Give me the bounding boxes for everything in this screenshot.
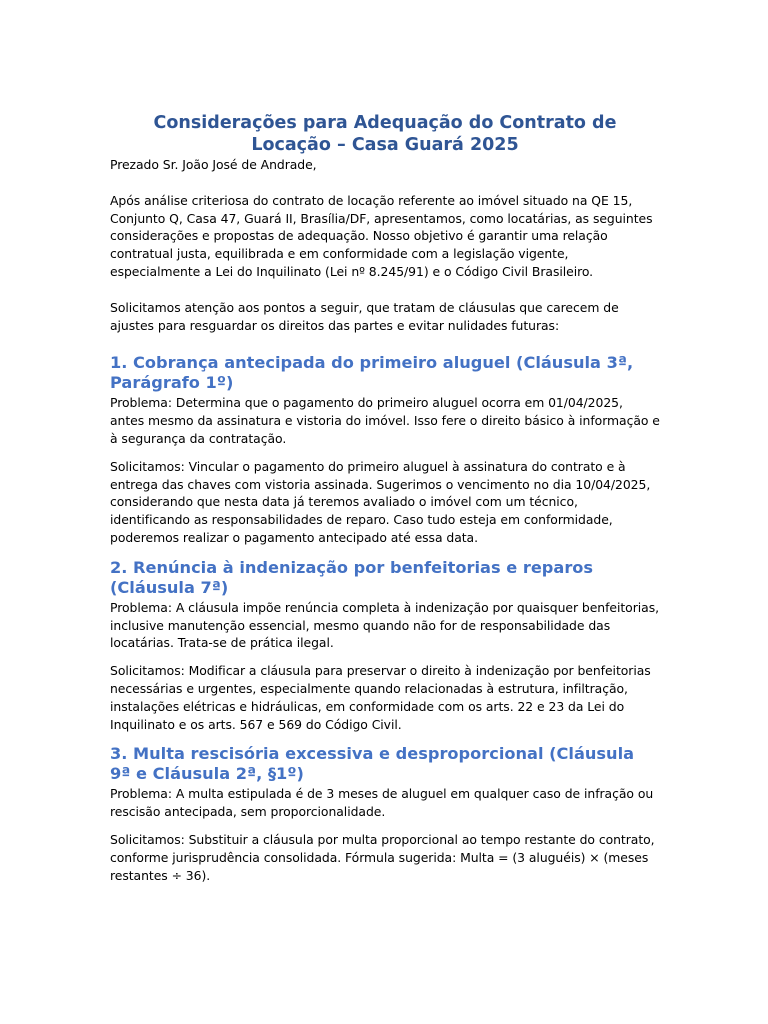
- section-1-problem: Problema: Determina que o pagamento do primeiro aluguel ocorra em 01/04/2025, antes mesmo da assinatura e vistoria do imóvel. Isso fere o direito básico à informação e à segurança da contratação.: [110, 395, 660, 446]
- section-3-heading: 3. Multa rescisória excessiva e desproporcional (Cláusula 9ª e Cláusula 2ª, §1º): [110, 744, 635, 784]
- section-2-solicit: Solicitamos: Modificar a cláusula para preservar o direito à indenização por benfeitorias necessárias e urgentes, especialmente quando relacionadas à estrutura, infiltração, instalações elétricas e hidráulicas, em conformidade com os arts. 22 e 23 da Lei do Inquilinato e os arts. 567 e 569 do Código Civil.: [110, 663, 651, 732]
- section-2-heading: 2. Renúncia à indenização por benfeitorias e reparos (Cláusula 7ª): [110, 557, 594, 597]
- document-title-line-2: Locação – Casa Guará 2025: [251, 135, 519, 155]
- document-title-line-1: Considerações para Adequação do Contrato de: [153, 113, 617, 133]
- section-3-solicit: Solicitamos: Substituir a cláusula por multa proporcional ao tempo restante do contrato, conforme jurisprudência consolidada. Fórmula sugerida: Multa = (3 aluguéis) × (meses restantes ÷ 36).: [110, 831, 655, 883]
- section-2-problem: Problema: A cláusula impõe renúncia completa à indenização por quaisquer benfeitorias, inclusive manutenção essencial, mesmo quando não for de responsabilidade das locatárias. Trata-se de prática ilegal.: [110, 599, 659, 651]
- intro-paragraph: Após análise criteriosa do contrato de locação referente ao imóvel situado na QE 15, Conjunto Q, Casa 47, Guará II, Brasília/DF, apresentamos, como locatárias, as seguintes considerações e propostas de adequação. Nosso objetivo é garantir uma relação contratual justa, equilibrada e em conformidade com a legislação vigente, especialmente a Lei do Inquilinato (Lei nº 8.245/91) e o Código Civil Brasileiro.: [110, 192, 653, 279]
- greeting: Prezado Sr. João José de Andrade,: [110, 157, 317, 172]
- request-paragraph: Solicitamos atenção aos pontos a seguir, que tratam de cláusulas que carecem de ajustes para resguardar os direitos das partes e evitar nulidades futuras:: [110, 299, 619, 333]
- section-1-heading: 1. Cobrança antecipada do primeiro aluguel (Cláusula 3ª, Parágrafo 1º): [110, 353, 634, 393]
- section-3-problem: Problema: A multa estipulada é de 3 meses de aluguel em qualquer caso de infração ou rescisão antecipada, sem proporcionalidade.: [110, 786, 654, 820]
- document-title: [106, 112, 664, 156]
- section-1-solicit: Solicitamos: Vincular o pagamento do primeiro aluguel à assinatura do contrato e à entrega das chaves com vistoria assinada. Sugerimos o vencimento no dia 10/04/2025, considerando que nesta data já teremos avaliado o imóvel com um técnico, identificando as responsabilidades de reparo. Caso tudo esteja em conformidade, poderemos realizar o pagamento antecipado até essa data.: [110, 458, 651, 545]
- document-page: [110, 112, 660, 884]
